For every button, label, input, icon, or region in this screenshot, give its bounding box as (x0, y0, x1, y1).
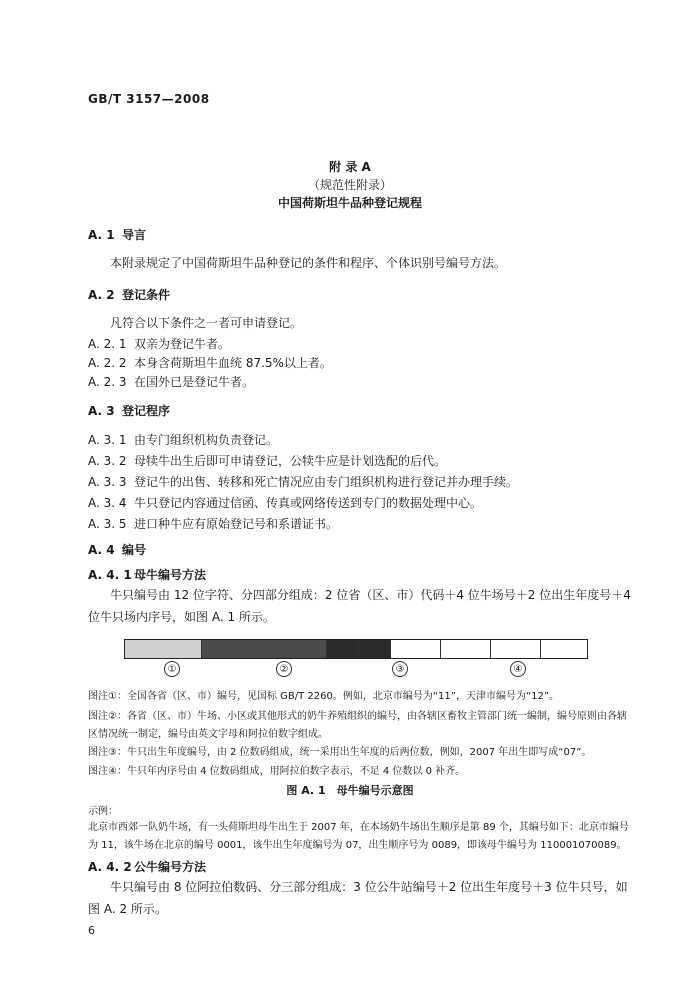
diagram-part-2 (202, 640, 327, 658)
item-text: 母犊牛出生后即可申请登记，公犊牛应是计划选配的后代。 (134, 454, 447, 468)
section-number: A. 4 (88, 543, 115, 557)
item-number: A. 2. 1 (88, 337, 127, 351)
diagram-marker-3: ③ (392, 661, 408, 677)
example-text: 北京市西郊一队奶牛场，有一头荷斯坦母牛出生于 2007 年，在本场奶牛场出生顺序是第 89 个，其编号如下：北京市编号为 11，该牛场在北京的编号 0001，该牛出生年度编号为 07，出生顺序号为 0089，即该母牛编号为 110001070089。 (88, 822, 629, 851)
list-item (88, 473, 518, 490)
item-text: 牛只登记内容通过信函、传真或网络传送到专门的数据处理中心。 (134, 496, 483, 510)
list-item (88, 494, 482, 511)
list-item (88, 373, 254, 390)
section-title: 登记条件 (122, 288, 171, 302)
diagram-part-4c (491, 640, 541, 658)
section-a1-text: 本附录规定了中国荷斯坦牛品种登记的条件和程序、个体识别号编号方法。 (110, 256, 507, 270)
figure-note-4: 图注④：牛只年内序号由 4 位数码组成，用阿拉伯数字表示，不足 4 位数以 0 补齐。 (88, 766, 466, 777)
diagram-part-3b (359, 640, 391, 658)
diagram-marker-4: ④ (510, 661, 526, 677)
list-item (88, 335, 230, 352)
section-a41-heading (88, 566, 206, 583)
appendix-type: （规范性附录） (307, 178, 392, 192)
list-item (88, 452, 446, 469)
section-title: 登记程序 (122, 404, 171, 418)
section-title: 编号 (122, 543, 147, 557)
section-number: A. 4. 2 (88, 860, 132, 874)
section-a2-intro: 凡符合以下条件之一者可申请登记。 (110, 316, 303, 330)
section-a3-heading (88, 402, 170, 419)
item-number: A. 2. 2 (88, 356, 127, 370)
diagram-part-1 (125, 640, 202, 658)
diagram-part-4a (391, 640, 441, 658)
item-number: A. 3. 2 (88, 454, 127, 468)
section-a2-heading (88, 286, 170, 303)
item-number: A. 3. 4 (88, 496, 127, 510)
appendix-label: 附 录 A (329, 160, 371, 174)
diagram-marker-1: ① (164, 661, 180, 677)
appendix-title: 中国荷斯坦牛品种登记规程 (277, 196, 422, 210)
diagram-part-4b (441, 640, 491, 658)
item-text: 进口种牛应有原始登记号和系谱证书。 (134, 517, 339, 531)
list-item (88, 354, 332, 371)
section-title: 公牛编号方法 (134, 860, 207, 874)
diagram-part-3a (327, 640, 359, 658)
item-number: A. 3. 1 (88, 433, 127, 447)
section-number: A. 2 (88, 288, 115, 302)
item-number: A. 2. 3 (88, 375, 127, 389)
list-item (88, 515, 338, 532)
section-title: 导言 (122, 228, 147, 242)
figure-note-3: 图注③：牛只出生年度编号，由 2 位数码组成，统一采用出生年度的后两位数，例如，2007 年出生即写成“07”。 (88, 747, 592, 758)
diagram-part-4d (541, 640, 587, 658)
section-number: A. 3 (88, 404, 115, 418)
item-text: 本身含荷斯坦牛血统 87.5%以上者。 (134, 356, 332, 370)
figure-caption: 图 A. 1 母牛编号示意图 (286, 784, 414, 797)
item-text: 双亲为登记牛者。 (134, 337, 231, 351)
section-number: A. 4. 1 (88, 568, 132, 582)
figure-note-1: 图注①：全国各省（区、市）编号，见国标 GB/T 2260。例如，北京市编号为“11”，天津市编号为“12”。 (88, 691, 560, 702)
item-text: 由专门组织机构负责登记。 (134, 433, 279, 447)
cow-id-diagram (124, 639, 588, 659)
section-a1-heading (88, 226, 146, 243)
item-number: A. 3. 5 (88, 517, 127, 531)
section-number: A. 1 (88, 228, 115, 242)
section-a41-text: 牛只编号由 12 位字符、分四部分组成：2 位省（区、市）代码＋4 位牛场号＋2 位出生年度号＋4 位牛只场内序号，如图 A. 1 所示。 (88, 588, 631, 624)
figure-note-2: 图注②：各省（区、市）牛场、小区或其他形式的奶牛养殖组织的编号，由各辖区畜牧主管部门统一编制，编号原则由各辖区情况统一制定，编号由英文字母和阿拉伯数字组成。 (88, 711, 627, 740)
item-number: A. 3. 3 (88, 475, 127, 489)
section-a4-heading (88, 541, 146, 558)
section-a42-heading (88, 858, 206, 875)
item-text: 在国外已是登记牛者。 (134, 375, 255, 389)
list-item (88, 431, 278, 448)
section-a42-text: 牛只编号由 8 位阿拉伯数码、分三部分组成：3 位公牛站编号＋2 位出生年度号＋3 位牛只号，如图 A. 2 所示。 (88, 880, 628, 916)
standard-number: GB/T 3157—2008 (88, 92, 210, 106)
page-number: 6 (88, 924, 95, 937)
item-text: 登记牛的出售、转移和死亡情况应由专门组织机构进行登记并办理手续。 (134, 475, 519, 489)
diagram-marker-2: ② (276, 661, 292, 677)
example-label: 示例： (88, 806, 118, 817)
section-title: 母牛编号方法 (134, 568, 207, 582)
